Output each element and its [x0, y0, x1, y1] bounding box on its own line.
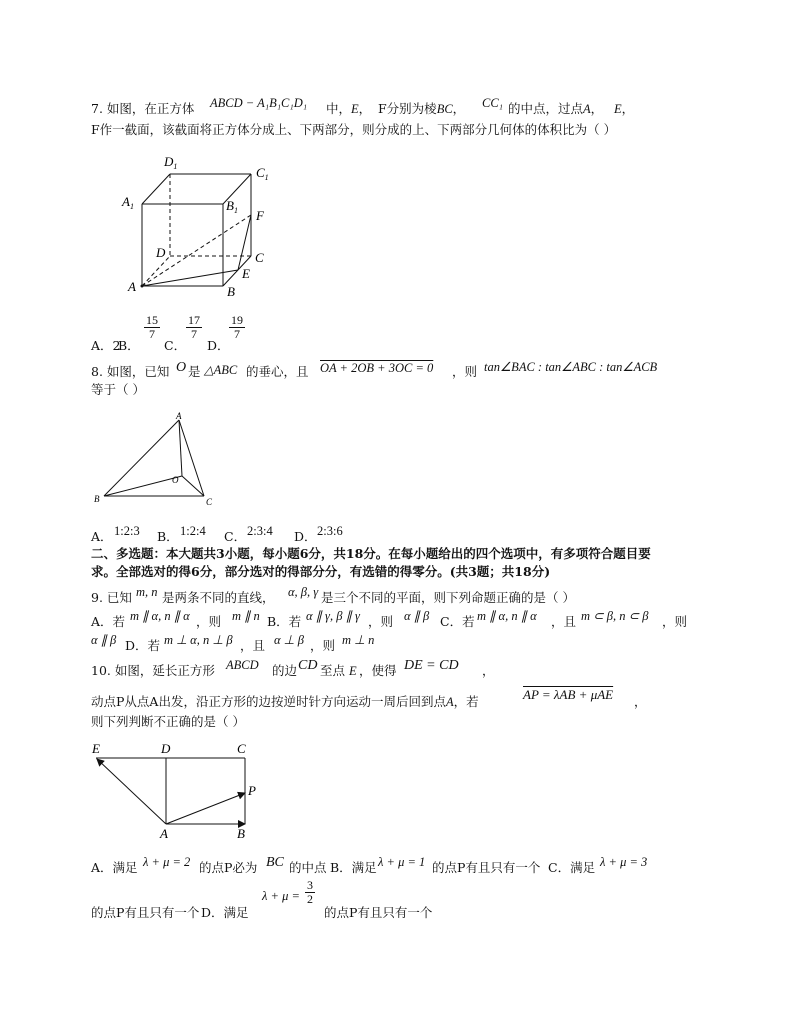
q9-option-b-result: α ∥ β — [404, 609, 430, 623]
q8-option-b-value: 1:2:4 — [180, 524, 206, 538]
label-c: C — [237, 741, 246, 756]
q10-option-c[interactable]: C．满足 — [548, 860, 596, 875]
cube-edge-a1d1 — [142, 174, 170, 204]
q7-text: ， — [590, 101, 604, 116]
q10-vector-expression: AP = λAB + μAE — [523, 687, 614, 702]
q8-triangle-figure — [92, 410, 222, 510]
seg-bo — [104, 476, 182, 496]
q10-option-a-end: 的中点 — [289, 860, 327, 875]
q9-option-c-cond2: m ⊂ β, n ⊂ β — [581, 609, 649, 623]
q10-vector-eq — [523, 688, 613, 701]
q7-point-e: E — [614, 102, 622, 116]
q10-edge-cd: CD — [298, 658, 318, 673]
q10-option-b-cond: λ + μ = 1 — [378, 855, 426, 869]
q9-text-a: 9. 已知 — [91, 590, 132, 605]
label-a: A — [160, 826, 168, 840]
q8-option-a-value: 1:2:3 — [114, 524, 140, 538]
section-fe — [238, 215, 251, 270]
q7-text-mid — [326, 103, 371, 116]
q10-text-a: 10. 如图，延长正方形 — [91, 663, 215, 678]
q10-text-d: ，使得 — [359, 663, 397, 678]
q7-option-b[interactable]: B． — [118, 338, 140, 353]
label-d1: $D_1$ — [164, 154, 178, 171]
label-a1: $A_1$ — [122, 194, 134, 211]
frac-num: 15 — [146, 313, 158, 327]
q10-option-d-frac — [305, 879, 315, 905]
q8-triangle: △ABC — [204, 363, 238, 377]
q8-point-o: O — [176, 360, 187, 375]
q8-option-a[interactable]: A． — [91, 529, 113, 544]
q9-option-d-cond: m ⊥ α, n ⊥ β — [164, 633, 233, 647]
vec-ae — [97, 759, 166, 824]
q9-option-b-cond: α ∥ γ, β ∥ γ — [306, 609, 360, 623]
q10-option-d[interactable]: D．满足 — [201, 905, 249, 920]
q10-text-b: 的边 — [272, 663, 298, 678]
q7-text: F分别为棱 — [378, 101, 437, 116]
frac-num: 19 — [231, 313, 243, 327]
q7-option-c[interactable]: C． — [164, 338, 187, 353]
q8-line2: 等于（ ） — [91, 382, 145, 397]
q9-planes: α, β, γ — [288, 585, 319, 599]
label-a: A — [128, 279, 136, 294]
q7-text-e2 — [614, 103, 634, 116]
q10-square: ABCD — [226, 658, 259, 672]
q7-text: 的中点，过点 — [508, 101, 584, 116]
q7-option-b-value — [144, 314, 160, 340]
q8-option-d-value: 2:3:6 — [317, 524, 343, 538]
q7-line2: F作一截面，该截面将正方体分成上、下两部分，则分成的上、下两部分几何体的体积比为（ ） — [91, 122, 617, 137]
frac-den: 2 — [307, 891, 313, 906]
q8-text-shi: 是 — [188, 364, 201, 379]
q10-de-eq-cd: DE = CD — [404, 658, 459, 673]
q10-option-c-cond: λ + μ = 3 — [600, 855, 648, 869]
q9-option-a-cond: m ∥ α, n ∥ α — [130, 609, 190, 623]
q7-text-end — [508, 103, 603, 116]
q10-square-figure — [90, 740, 270, 840]
q8-text-mid: 的垂心，且 — [246, 364, 309, 379]
tri-edge-ab — [104, 420, 179, 496]
label-p: P — [248, 783, 256, 798]
q7-edge-bc: BC — [436, 102, 453, 116]
q8-line1 — [91, 366, 169, 379]
q9-option-c-then: ，则 — [662, 614, 688, 629]
label-e: E — [92, 741, 100, 756]
q10-option-b-text: 的点P有且只有一个 — [432, 860, 541, 875]
q7-text: ， — [452, 101, 466, 116]
q7-edge-cc1: CC₁ — [482, 96, 504, 110]
section-ae — [142, 270, 238, 286]
q10-option-d-cond: λ + μ = — [262, 889, 300, 903]
point-a-dot — [141, 285, 144, 288]
q10-text: ，若 — [453, 694, 479, 709]
q8-vector-eq — [320, 362, 433, 375]
q9-option-c-and: ，且 — [551, 614, 577, 629]
q10-option-a-bc: BC — [266, 855, 284, 870]
label-b: B — [94, 494, 100, 504]
q7-text-f — [378, 103, 465, 116]
q8-option-b[interactable]: B． — [157, 529, 179, 544]
frac-num: 17 — [188, 313, 200, 327]
label-d: D — [156, 245, 166, 260]
q8-text-ze: ，则 — [452, 364, 478, 379]
q7-option-a[interactable]: A．2 — [91, 338, 121, 353]
q9-option-d[interactable]: D．若 — [125, 638, 161, 653]
frac-den: 7 — [234, 326, 240, 341]
q10-point-e: E — [349, 664, 357, 678]
vec-ap — [166, 793, 245, 824]
q10-text-e: ， — [482, 663, 495, 678]
frac-den: 7 — [191, 326, 197, 341]
label-c1: $C_1$ — [256, 165, 269, 182]
q7-text: ， — [358, 101, 372, 116]
q9-option-d-and: ，且 — [240, 638, 266, 653]
q7-option-d-value — [229, 314, 245, 340]
q7-point-e: E — [351, 102, 359, 116]
q8-option-d[interactable]: D． — [294, 529, 317, 544]
q10-option-a-cond: λ + μ = 2 — [143, 855, 191, 869]
q9-option-d-result: m ⊥ n — [342, 633, 375, 647]
q9-option-b[interactable]: B．若 — [267, 614, 302, 629]
q8-text: 8. 如图，已知 — [91, 364, 170, 379]
label-b1: $B_1$ — [226, 198, 238, 215]
q8-option-c-value: 2:3:4 — [247, 524, 273, 538]
q9-option-a[interactable]: A．若 — [91, 614, 126, 629]
q7-option-d[interactable]: D． — [207, 338, 230, 353]
q7-cube-name: ABCD − A₁B₁C₁D₁ — [210, 96, 308, 110]
q9-option-c[interactable]: C．若 — [440, 614, 475, 629]
q7-text: ， — [621, 101, 635, 116]
q7-text: 7. 如图，在正方体 — [91, 101, 195, 116]
q10-text-c: 至点 — [320, 663, 346, 678]
section2-heading-line1: 二、多选题：本大题共3小题，每小题6分，共18分。在每小题给出的四个选项中，有多项符合题目要 — [91, 546, 651, 561]
q9-option-c-cond: m ∥ α, n ∥ α — [477, 609, 537, 623]
label-f: F — [256, 208, 264, 223]
label-a: A — [176, 411, 182, 421]
label-c: C — [255, 250, 264, 265]
q9-text-b: 是两条不同的直线， — [162, 590, 275, 605]
q7-text: 中， — [326, 101, 352, 116]
q10-line2 — [91, 696, 479, 709]
label-b: B — [237, 826, 245, 840]
q10-option-d-text: 的点P有且只有一个 — [324, 905, 433, 920]
q9-text-c: 是三个不同的平面，则下列命题正确的是（ ） — [321, 590, 575, 605]
q10-option-c-text: 的点P有且只有一个 — [91, 905, 200, 920]
q10-line3: 则下列判断不正确的是（ ） — [91, 714, 245, 729]
q10-option-b[interactable]: B．满足 — [330, 860, 377, 875]
q9-option-c-result: α ∥ β — [91, 633, 117, 647]
section2-heading-line2: 求。全部选对的得6分，部分选对的得部分分，有选错的得零分。(共3题；共18分) — [91, 564, 551, 579]
label-c: C — [206, 497, 213, 507]
q10-option-a-text: 的点P必为 — [199, 860, 258, 875]
label-o: O — [172, 475, 179, 485]
q10-text: 动点P从点A出发，沿正方形的边按逆时针方向运动一周后回到点 — [91, 694, 446, 709]
label-d: D — [161, 741, 171, 756]
label-b: B — [227, 284, 235, 299]
q10-option-a[interactable]: A．满足 — [91, 860, 138, 875]
q10-text-end: ， — [634, 694, 647, 709]
q8-vector-expression: OA + 2OB + 3OC = 0 — [320, 361, 434, 375]
label-e: E — [242, 266, 250, 281]
frac-num: 3 — [307, 878, 313, 892]
q9-option-b-then: ，则 — [368, 614, 394, 629]
frac-den: 7 — [149, 326, 155, 341]
q9-option-d-cond2: α ⊥ β — [274, 633, 304, 647]
q9-lines-mn: m, n — [136, 585, 158, 599]
q10-point-a: A — [445, 695, 454, 709]
q9-option-d-then: ，则 — [310, 638, 336, 653]
q7-cube-figure — [118, 150, 278, 300]
q9-option-a-result: m ∥ n — [232, 609, 260, 623]
q9-option-a-then: ，则 — [196, 614, 222, 629]
q7-option-c-value — [186, 314, 202, 340]
q8-tan-ratio: tan∠BAC : tan∠ABC : tan∠ACB — [484, 360, 658, 374]
q7-point-a: A — [583, 102, 591, 116]
q8-option-c[interactable]: C． — [224, 529, 247, 544]
q7-line1 — [91, 103, 194, 116]
